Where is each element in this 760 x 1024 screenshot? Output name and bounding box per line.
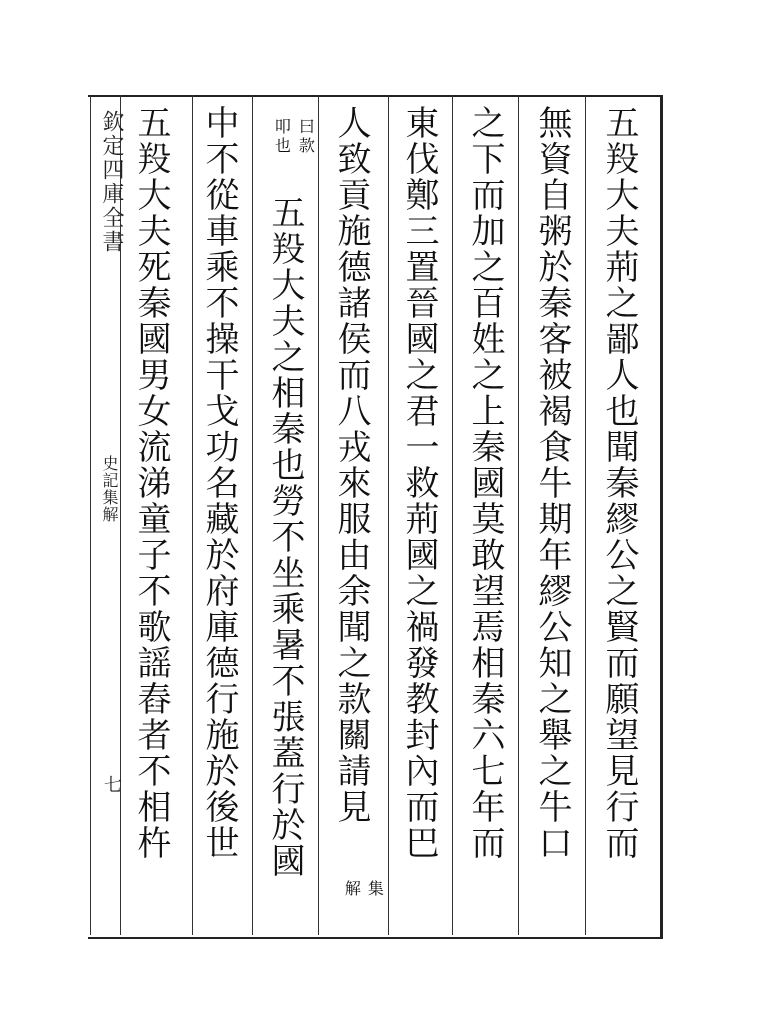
text-column-7: 中不從車乘不操干戈功名藏於府庫德行施於後世 — [199, 105, 239, 861]
annotation-ji: 集 — [365, 880, 385, 899]
column-rule — [585, 95, 586, 935]
text-column-5: 人致貢施德諸侯而八戎來服由余聞之款關請見 — [331, 105, 371, 825]
column-rule — [252, 95, 253, 935]
annotation-jie: 解 — [342, 880, 362, 899]
text-column-2: 無資自粥於秦客被褐食牛期年繆公知之舉之牛口 — [532, 105, 572, 861]
gutter-line — [90, 95, 91, 935]
annotation-kou-ye: 叩也 — [272, 118, 292, 156]
column-rule — [518, 95, 519, 935]
column-rule — [318, 95, 319, 935]
page-frame — [88, 95, 663, 939]
text-column-1: 五羖大夫荊之鄙人也聞秦繆公之賢而願望見行而 — [599, 105, 639, 861]
text-column-8: 五羖大夫死秦國男女流涕童子不歌謡舂者不相杵 — [131, 105, 171, 861]
column-rule — [452, 95, 453, 935]
text-column-6: 五羖大夫之相秦也勞不坐乘暑不張蓋行於國 — [265, 195, 305, 879]
column-rule — [388, 95, 389, 935]
margin-book-title: 史記集解 — [100, 455, 119, 523]
annotation-yue-kuan: 曰款 — [296, 118, 316, 156]
text-column-3: 之下而加之百姓之上秦國莫敢望焉相秦六七年而 — [465, 105, 505, 861]
margin-page-number: 七 — [101, 775, 122, 793]
margin-header: 欽定四庫全書 — [99, 110, 124, 254]
column-rule — [192, 95, 193, 935]
text-column-4: 東伐鄭三置晉國之君一救荊國之禍發教封內而巴 — [399, 105, 439, 861]
